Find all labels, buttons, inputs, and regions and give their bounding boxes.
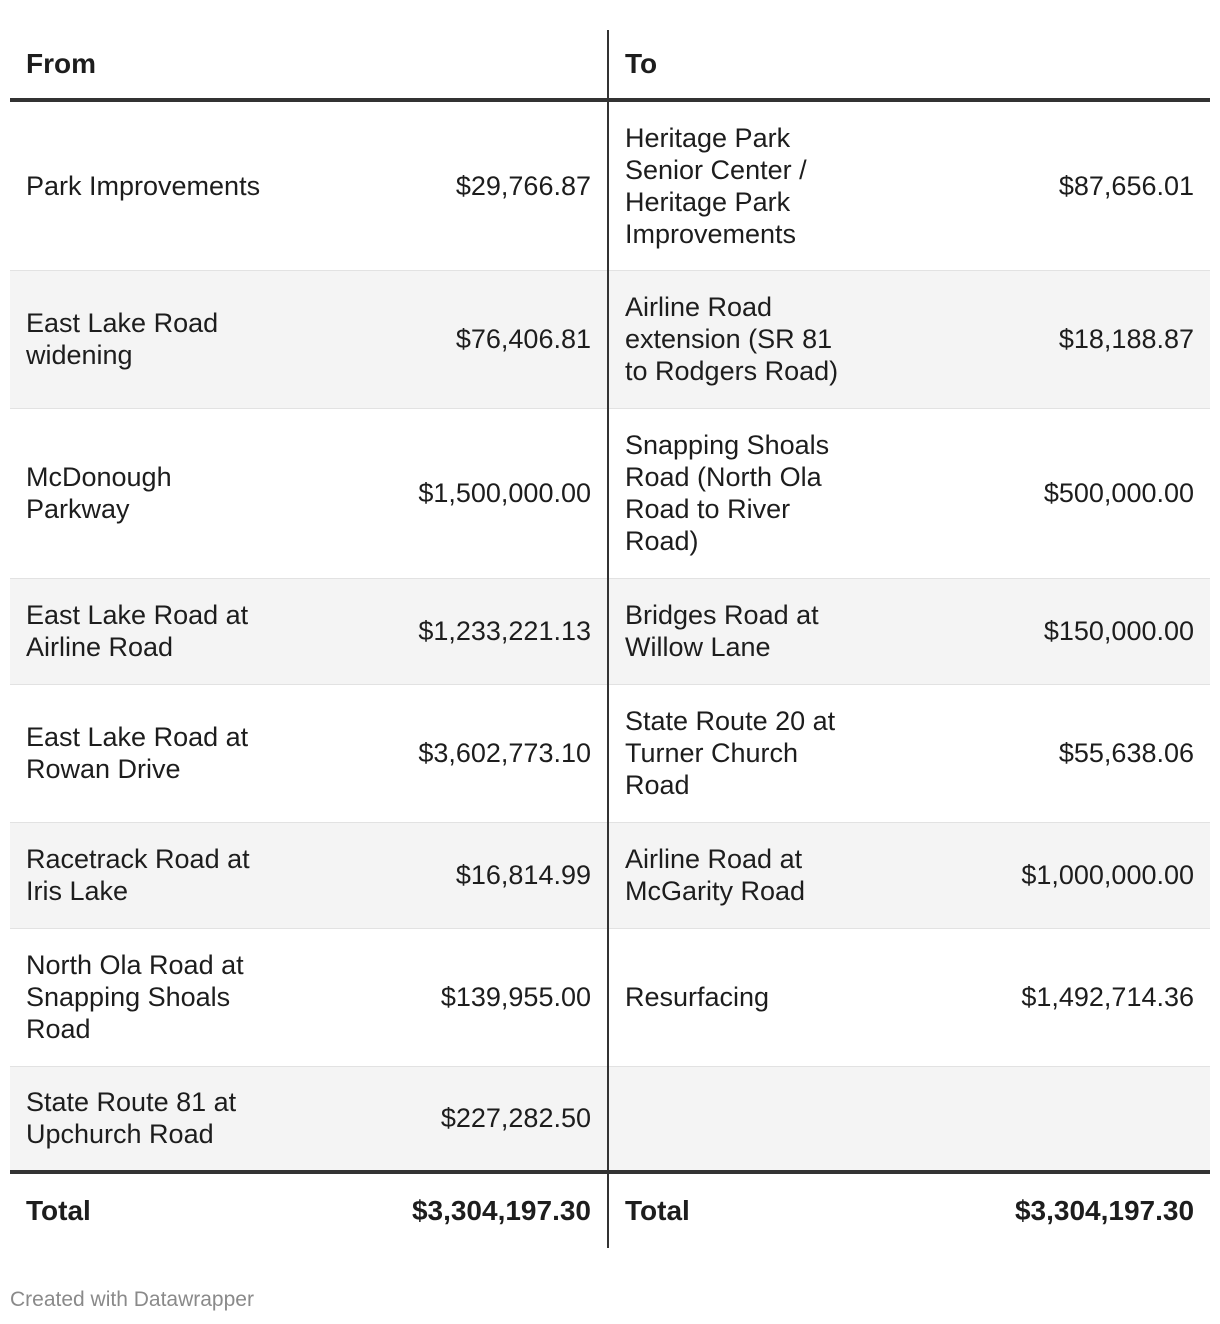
- header-from: From: [10, 30, 608, 100]
- from-amount: $76,406.81: [277, 270, 608, 408]
- to-amount: $18,188.87: [875, 270, 1210, 408]
- to-project: State Route 20 at Turner Church Road: [608, 684, 875, 822]
- from-amount: $29,766.87: [277, 100, 608, 270]
- table-header-row: [10, 30, 1210, 100]
- to-project: [608, 1066, 875, 1172]
- from-project: East Lake Road at Airline Road: [10, 578, 277, 684]
- table-row: [10, 822, 1210, 928]
- table-row: [10, 270, 1210, 408]
- to-project: Airline Road extension (SR 81 to Rodgers Road): [608, 270, 875, 408]
- datawrapper-credit: Created with Datawrapper: [10, 1288, 254, 1311]
- from-amount: $1,233,221.13: [277, 578, 608, 684]
- from-project: McDonough Parkway: [10, 408, 277, 578]
- from-project: East Lake Road widening: [10, 270, 277, 408]
- from-project: State Route 81 at Upchurch Road: [10, 1066, 277, 1172]
- table-row: [10, 100, 1210, 270]
- to-amount: $150,000.00: [875, 578, 1210, 684]
- to-project: Bridges Road at Willow Lane: [608, 578, 875, 684]
- table-row: [10, 1066, 1210, 1172]
- header-to: To: [608, 30, 1210, 100]
- from-amount: $227,282.50: [277, 1066, 608, 1172]
- table-row: [10, 928, 1210, 1066]
- from-amount: $139,955.00: [277, 928, 608, 1066]
- from-project: East Lake Road at Rowan Drive: [10, 684, 277, 822]
- from-amount: $16,814.99: [277, 822, 608, 928]
- table-row: [10, 684, 1210, 822]
- to-total-amount: $3,304,197.30: [875, 1172, 1210, 1248]
- from-amount: $3,602,773.10: [277, 684, 608, 822]
- to-amount: $500,000.00: [875, 408, 1210, 578]
- to-amount: $55,638.06: [875, 684, 1210, 822]
- to-amount: $87,656.01: [875, 100, 1210, 270]
- from-amount: $1,500,000.00: [277, 408, 608, 578]
- to-project: Resurfacing: [608, 928, 875, 1066]
- to-project: Heritage Park Senior Center / Heritage Park Improvements: [608, 100, 875, 270]
- transfer-table: [10, 30, 1210, 1248]
- total-row: [10, 1172, 1210, 1248]
- to-amount: [875, 1066, 1210, 1172]
- table-row: [10, 408, 1210, 578]
- from-total-amount: $3,304,197.30: [277, 1172, 608, 1248]
- to-project: Airline Road at McGarity Road: [608, 822, 875, 928]
- to-amount: $1,000,000.00: [875, 822, 1210, 928]
- from-project: North Ola Road at Snapping Shoals Road: [10, 928, 277, 1066]
- to-amount: $1,492,714.36: [875, 928, 1210, 1066]
- to-project: Snapping Shoals Road (North Ola Road to River Road): [608, 408, 875, 578]
- from-total-label: Total: [10, 1172, 277, 1248]
- to-total-label: Total: [608, 1172, 875, 1248]
- from-project: Park Improvements: [10, 100, 277, 270]
- table-row: [10, 578, 1210, 684]
- from-project: Racetrack Road at Iris Lake: [10, 822, 277, 928]
